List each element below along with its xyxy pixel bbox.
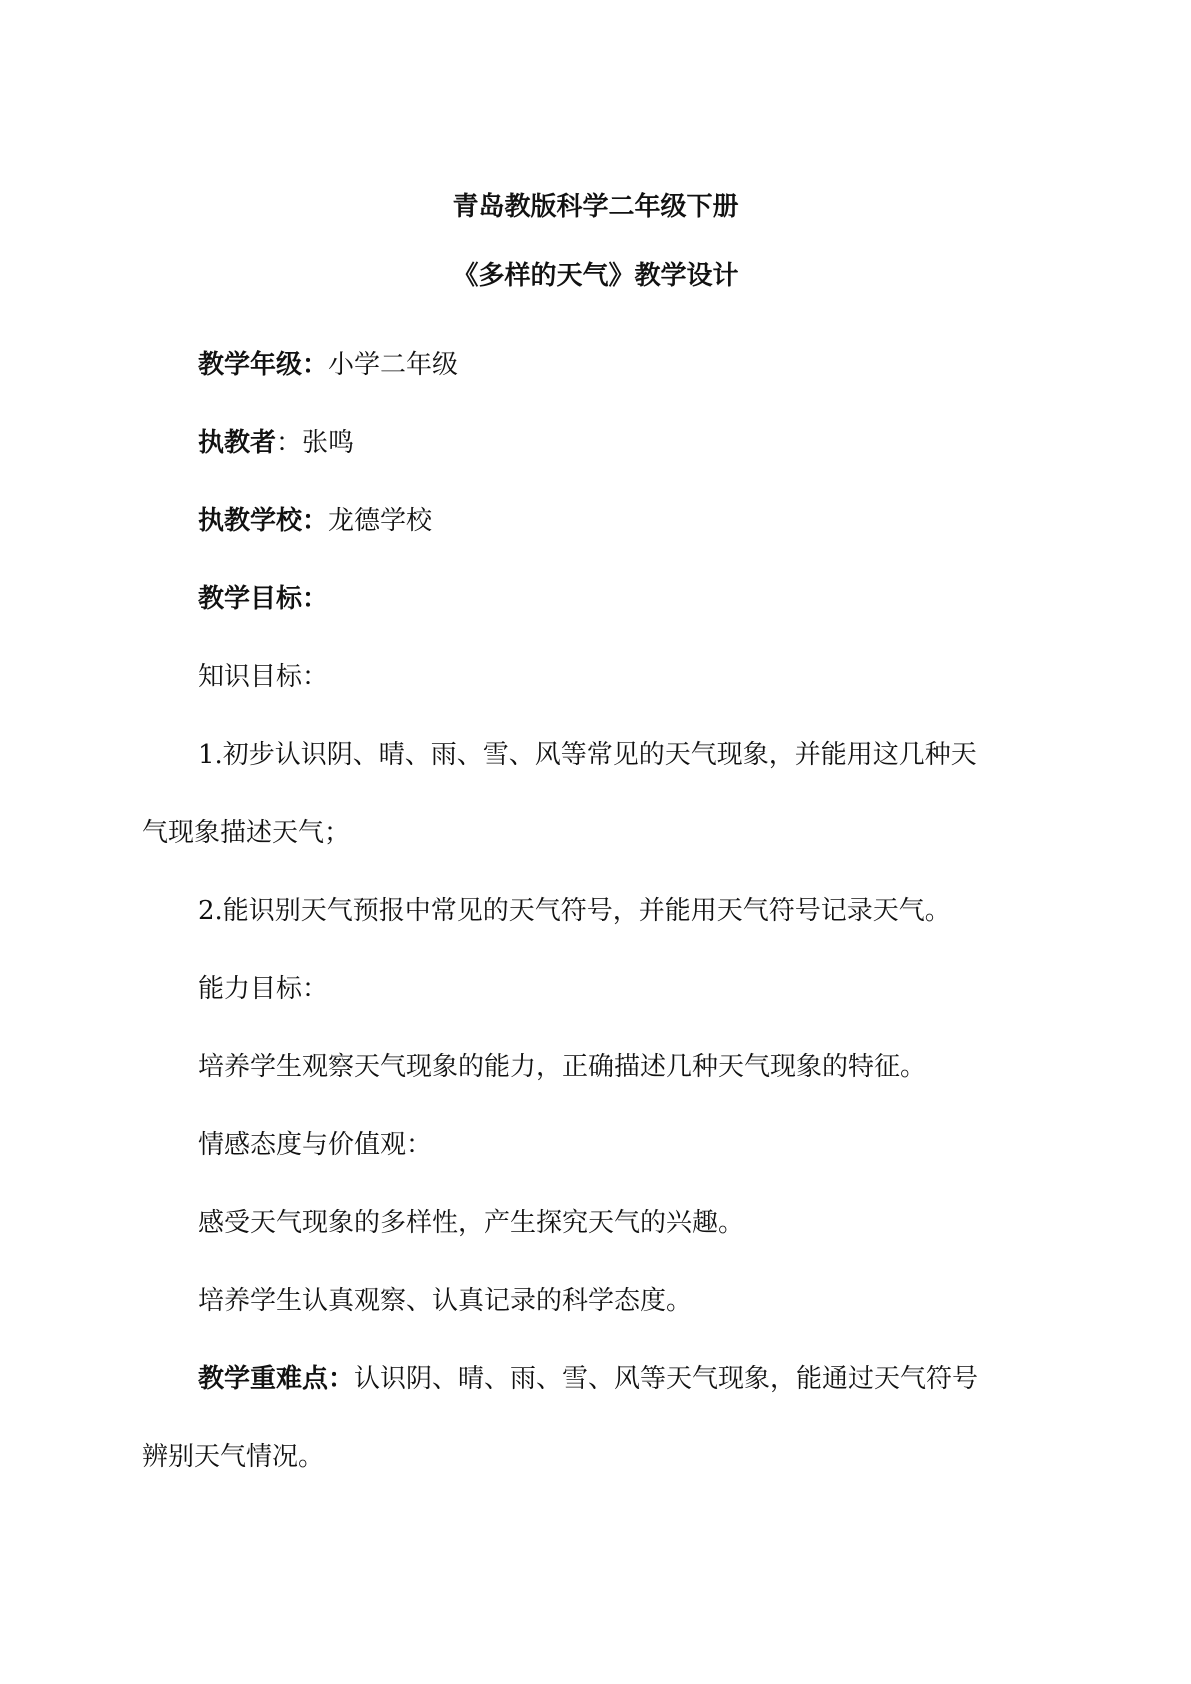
objectives-heading: 教学目标：: [198, 584, 329, 614]
knowledge-item-1-line-2: 气现象描述天气；: [142, 818, 351, 848]
ability-text: 培养学生观察天气现象的能力，正确描述几种天气现象的特征。: [198, 1052, 927, 1082]
school-label: 执教学校：: [198, 506, 329, 536]
key-points-text: 认识阴、晴、雨、雪、风等天气现象，能通过天气符号: [354, 1364, 979, 1394]
knowledge-heading: 知识目标：: [198, 662, 329, 692]
grade-label: 教学年级：: [198, 350, 329, 380]
document-title: 青岛教版科学二年级下册: [452, 192, 739, 222]
teacher-separator: ：: [276, 428, 303, 458]
school-value: 龙德学校: [328, 506, 433, 536]
key-points-line-1: [198, 1362, 978, 1396]
emotion-heading: 情感态度与价值观：: [198, 1130, 433, 1160]
emotion-item-2: 培养学生认真观察、认真记录的科学态度。: [198, 1286, 693, 1316]
teacher-value: 张鸣: [302, 428, 355, 458]
grade-line: [198, 348, 458, 382]
key-points-label: 教学重难点：: [198, 1364, 355, 1394]
document-subtitle: 《多样的天气》教学设计: [452, 261, 739, 291]
grade-value: 小学二年级: [328, 350, 459, 380]
teacher-label: 执教者: [198, 428, 277, 458]
key-points-line-2: 辨别天气情况。: [142, 1442, 325, 1472]
ability-heading: 能力目标：: [198, 974, 329, 1004]
knowledge-item-1-line-1: 1.初步认识阴、晴、雨、雪、风等常见的天气现象，并能用这几种天: [198, 740, 977, 770]
emotion-item-1: 感受天气现象的多样性，产生探究天气的兴趣。: [198, 1208, 745, 1238]
knowledge-item-2: 2.能识别天气预报中常见的天气符号，并能用天气符号记录天气。: [198, 896, 951, 926]
teacher-line: [198, 426, 354, 460]
school-line: [198, 504, 432, 538]
